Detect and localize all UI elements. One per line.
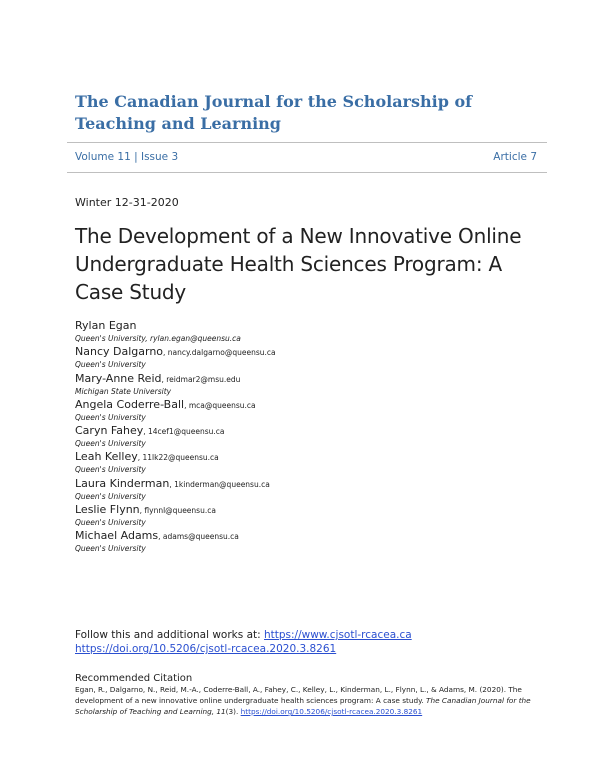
header-divider-top bbox=[67, 142, 547, 143]
doi-line bbox=[75, 642, 336, 656]
citation-issue: (3). bbox=[225, 707, 241, 716]
author-affiliation: Queen's University bbox=[75, 544, 146, 554]
article-number: Article 7 bbox=[493, 151, 537, 163]
author-name: Caryn Fahey bbox=[75, 424, 144, 438]
volume-link[interactable]: Volume 11 bbox=[75, 151, 131, 163]
author-affiliation: Queen's University, rylan.egan@queensu.ca bbox=[75, 334, 241, 343]
author-email[interactable]: , 1kinderman@queensu.ca bbox=[169, 479, 270, 489]
header-divider-bottom bbox=[67, 172, 547, 173]
author-name: Angela Coderre-Ball bbox=[75, 397, 185, 411]
repository-link[interactable]: https://www.cjsotl-rcacea.ca bbox=[264, 629, 412, 641]
author-email[interactable]: , reidmar2@msu.edu bbox=[161, 374, 241, 384]
author-affiliation: Queen's University bbox=[75, 491, 146, 501]
author-entry bbox=[75, 503, 545, 529]
doi-link[interactable]: https://doi.org/10.5206/cjsotl-rcacea.2020.3.8261 bbox=[75, 643, 337, 655]
author-entry bbox=[75, 529, 545, 555]
author-email[interactable]: , mca@queensu.ca bbox=[184, 400, 256, 410]
author-affiliation: Queen's University bbox=[75, 439, 146, 449]
author-entry bbox=[75, 450, 545, 476]
author-name: Leah Kelley bbox=[75, 450, 138, 464]
author-affiliation: Queen's University bbox=[75, 412, 146, 422]
author-entry bbox=[75, 398, 545, 424]
citation-doi-link[interactable]: https://doi.org/10.5206/cjsotl-rcacea.2020.3.8261 bbox=[240, 707, 423, 716]
author-name: Rylan Egan bbox=[75, 319, 137, 332]
citation-body: Egan, R., Dalgarno, N., Reid, M.-A., Coderre-Ball, A., Fahey, C., Kelley, L., Kinderman, L., Flynn, L., & Adams, M. (2020). The development of a new innovative online undergraduate health sciences program: A case study. bbox=[75, 685, 522, 705]
author-email[interactable]: , 11lk22@queensu.ca bbox=[137, 453, 219, 463]
follow-text: Follow this and additional works at: bbox=[75, 629, 264, 641]
author-name: Laura Kinderman bbox=[75, 476, 170, 490]
author-affiliation: Michigan State University bbox=[75, 386, 172, 396]
author-affiliation: Queen's University bbox=[75, 360, 146, 370]
author-entry bbox=[75, 372, 545, 398]
author-name: Mary-Anne Reid bbox=[75, 371, 162, 385]
citation-text bbox=[75, 684, 550, 717]
author-email[interactable]: , 14cef1@queensu.ca bbox=[143, 427, 225, 437]
author-email[interactable]: , flynnl@queensu.ca bbox=[139, 506, 216, 516]
author-affiliation: Queen's University bbox=[75, 518, 146, 528]
issue-separator: | bbox=[130, 151, 141, 163]
author-entry bbox=[75, 477, 545, 503]
author-name: Leslie Flynn bbox=[75, 503, 140, 517]
author-affiliation: Queen's University bbox=[75, 465, 146, 475]
follow-works-line bbox=[75, 628, 555, 642]
publication-date: Winter 12-31-2020 bbox=[75, 196, 179, 209]
author-name: Michael Adams bbox=[75, 529, 159, 543]
issue-link[interactable]: Issue 3 bbox=[140, 151, 179, 163]
citation-journal: The Canadian Journal for the Scholarship of Teaching and Learning, 11 bbox=[75, 696, 531, 716]
author-name: Nancy Dalgarno bbox=[75, 345, 164, 359]
article-title: The Development of a New Innovative Online Undergraduate Health Sciences Program: A Case Study bbox=[75, 224, 522, 304]
author-entry bbox=[75, 319, 545, 345]
recommended-citation-heading: Recommended Citation bbox=[75, 673, 193, 684]
author-entry bbox=[75, 424, 545, 450]
journal-title[interactable]: The Canadian Journal for the Scholarship of Teaching and Learning bbox=[75, 92, 473, 133]
author-list bbox=[75, 319, 545, 556]
issue-info bbox=[75, 151, 178, 163]
issue-line bbox=[75, 151, 537, 163]
author-email[interactable]: , adams@queensu.ca bbox=[158, 532, 239, 542]
author-entry bbox=[75, 345, 545, 371]
author-email[interactable]: , nancy.dalgarno@queensu.ca bbox=[163, 348, 276, 358]
